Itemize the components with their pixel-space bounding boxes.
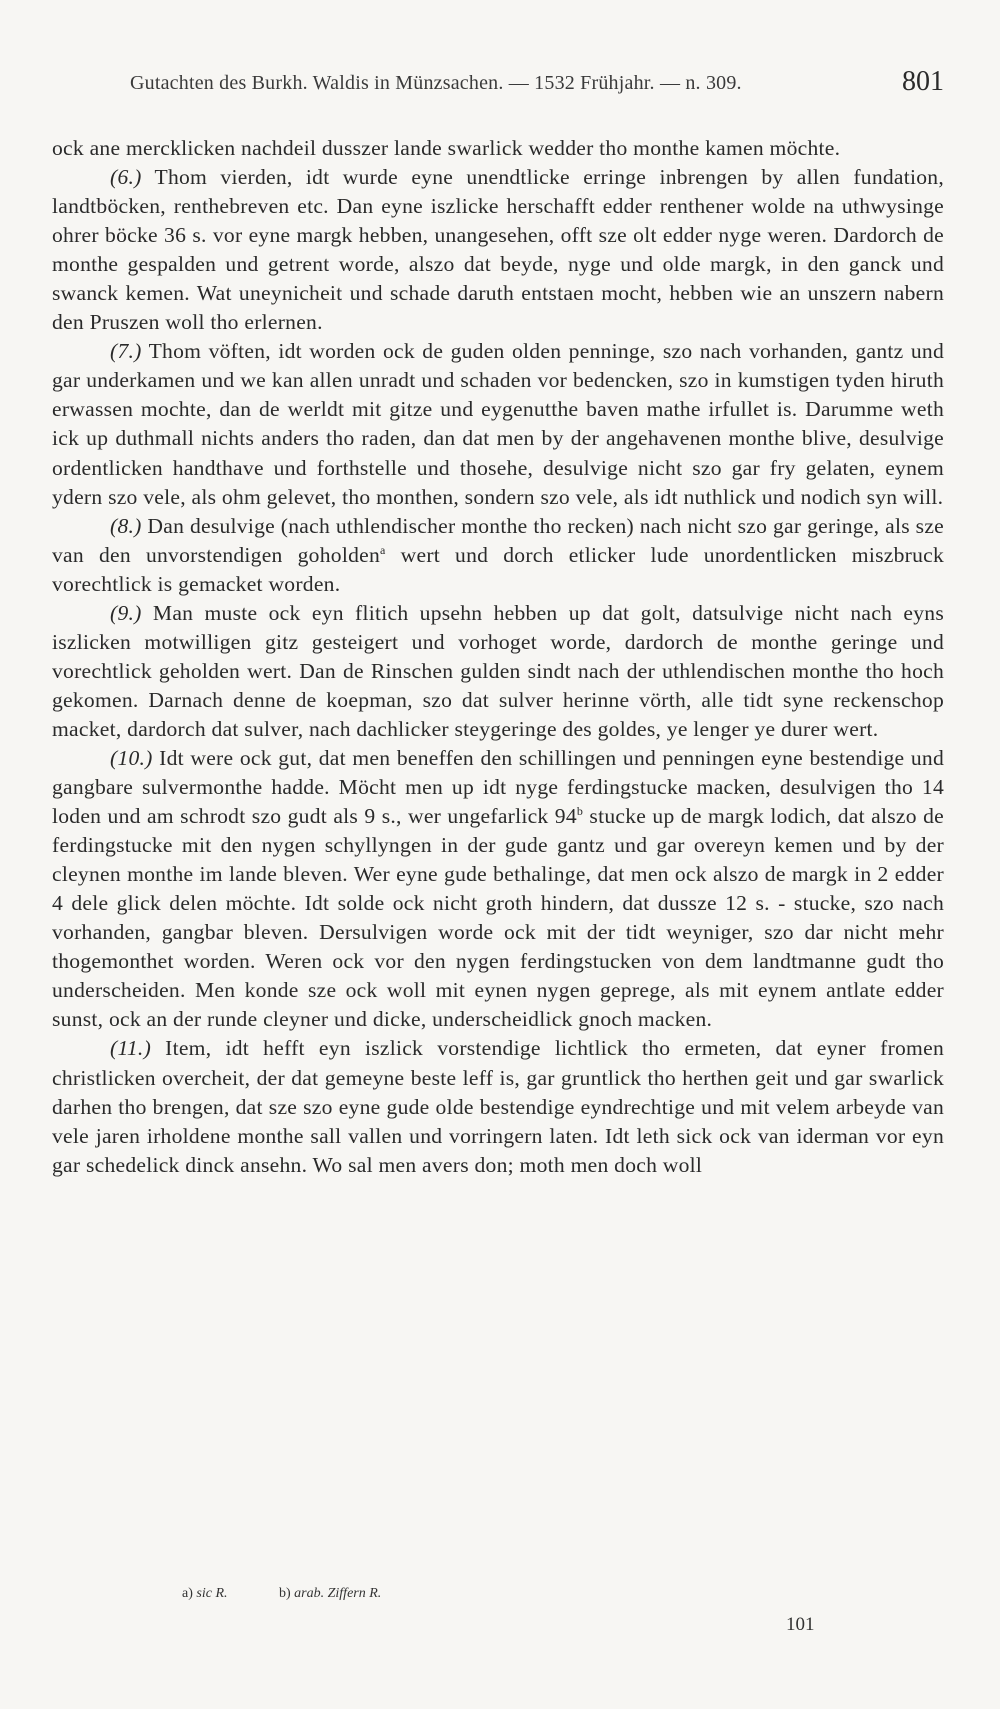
footnote-marker: a xyxy=(380,542,386,557)
footnotes xyxy=(182,1586,429,1602)
body-text xyxy=(52,134,944,1180)
paragraph: (7.) Thom vöften, idt worden ock de guden olden penninge, szo nach vorhanden, gantz und gar underkamen und we kan allen unradt und schaden vor bedencken, szo in kumstigen tyden hiruth erwassen mochte, dan de werldt mit gitze und eygenutthe baven mathe irfullet is. Darumme weth ick up duthmall nichts anders tho raden, dan dat men by der angehavenen monthe blive, desulvige ordentlicken handthave und forthstelle und thosehe, desulvige nicht szo gar fry gelaten, eynem ydern szo vele, als ohm gelevet, tho monthen, sondern szo vele, als idt nuthlick und nodich syn will. xyxy=(52,339,944,509)
paragraph-number: (6.) xyxy=(110,165,142,190)
running-head: Gutachten des Burkh. Waldis in Münzsachen. — 1532 Frühjahr. — n. 309. xyxy=(130,72,742,94)
signature-number: 101 xyxy=(786,1614,815,1635)
paragraph-number: (9.) xyxy=(110,600,142,625)
paragraph-number: (7.) xyxy=(110,339,142,364)
paragraph: (11.) Item, idt hefft eyn iszlick vorstendige lichtlick tho ermeten, dat eyner fromen christlicken overcheit, der dat gemeyne beste leff is, gar gruntlick tho herthen geit und gar swarlick darhen tho brengen, dat sze szo eyne gude olde bestendige eyndrechtige und mit velem arbeyde van vele jaren irholdene monthe sall vallen und vorringern laten. Idt leth sick ock van iderman vor eyn gar schedelick dinck ansehn. Wo sal men avers don; moth men doch woll xyxy=(52,1036,944,1177)
footnote: a) sic R. xyxy=(182,1586,228,1601)
paragraph-number: (8.) xyxy=(110,513,142,538)
paragraph: (8.) Dan desulvige (nach uthlendischer monthe tho recken) nach nicht szo gar geringe, als sze van den unvorstendigen goholden$^a$ wert und dorch etlicker lude unordentlicken miszbruck vorechtlick is gemacket worden. xyxy=(52,513,944,596)
page-header xyxy=(52,66,944,106)
page-number: 801 xyxy=(902,66,944,97)
paragraph: ock ane mercklicken nachdeil dusszer lande swarlick wedder tho monthe kamen möchte. xyxy=(52,136,841,160)
paragraph: (6.) Thom vierden, idt wurde eyne unendtlicke erringe inbrengen by allen fundation, landtböcken, renthebreven etc. Dan eyne iszlicke herschafft edder renthener wolde na uthwysinge ohrer böcke 36 s. vor eyne margk hebben, unangesehen, offt sze olt edder nyge weren. Dardorch de monthe gespalden und getrent worde, alszo dat beyde, nyge und olde margk, in den ganck und swanck kemen. Wat uneynicheit und schade daruth entstaen mocht, hebben wie an unszern nabern den Pruszen woll tho erlernen. xyxy=(52,165,944,335)
paragraph-number: (11.) xyxy=(110,1036,152,1061)
paragraph-number: (10.) xyxy=(110,745,153,770)
footnote: b) arab. Ziffern R. xyxy=(279,1586,382,1601)
paragraph: (9.) Man muste ock eyn flitich upsehn hebben up dat golt, datsulvige nicht nach eyns iszlicken motwilligen gitz gesteigert und vorhoget worde, dardorch de monthe geringe und vorechtlick geholden wert. Dan de Rinschen gulden sindt nach der uthlendischen monthe tho hoch gekomen. Darnach denne de koepman, szo dat sulver herinne vörth, alle tidt syne reckenschop macket, dardorch dat sulver, nach dachlicker steygeringe des goldes, ye lenger ye durer wert. xyxy=(52,600,944,741)
paragraph: (10.) Idt were ock gut, dat men beneffen den schillingen und penningen eyne bestendige und gangbare sulvermonthe hadde. Möcht men up idt nyge ferdingstucke macken, desulvigen tho 14 loden und am schrodt szo gudt als 9 s., wer ungefarlick 94$^b$ stucke up de margk lodich, dat alszo de ferdingstucke mit den nygen schyllyngen in der gude gantz und gar overeyn kemen und by der cleynen monthe im lande bleven. Wer eyne gude bethalinge, dat men ock alszo de margk in 2 edder 4 dele glick delen möchte. Idt solde ock nicht groth hindern, dat dussze 12 s. - stucke, szo nach vorhanden, gangbar bleven. Dersulvigen worde ock mit der tidt weyniger, szo dar nicht mehr thogemonthet worden. Weren ock vor den nygen ferdingstucken von dem landtmanne gudt tho underscheiden. Men konde sze ock woll mit eynen nygen geprege, als mit eynem antlate edder sunst, ock an der runde cleyner und dicke, underscheidlick gnoch macken. xyxy=(52,745,944,1032)
footnote-marker: b xyxy=(576,803,584,818)
